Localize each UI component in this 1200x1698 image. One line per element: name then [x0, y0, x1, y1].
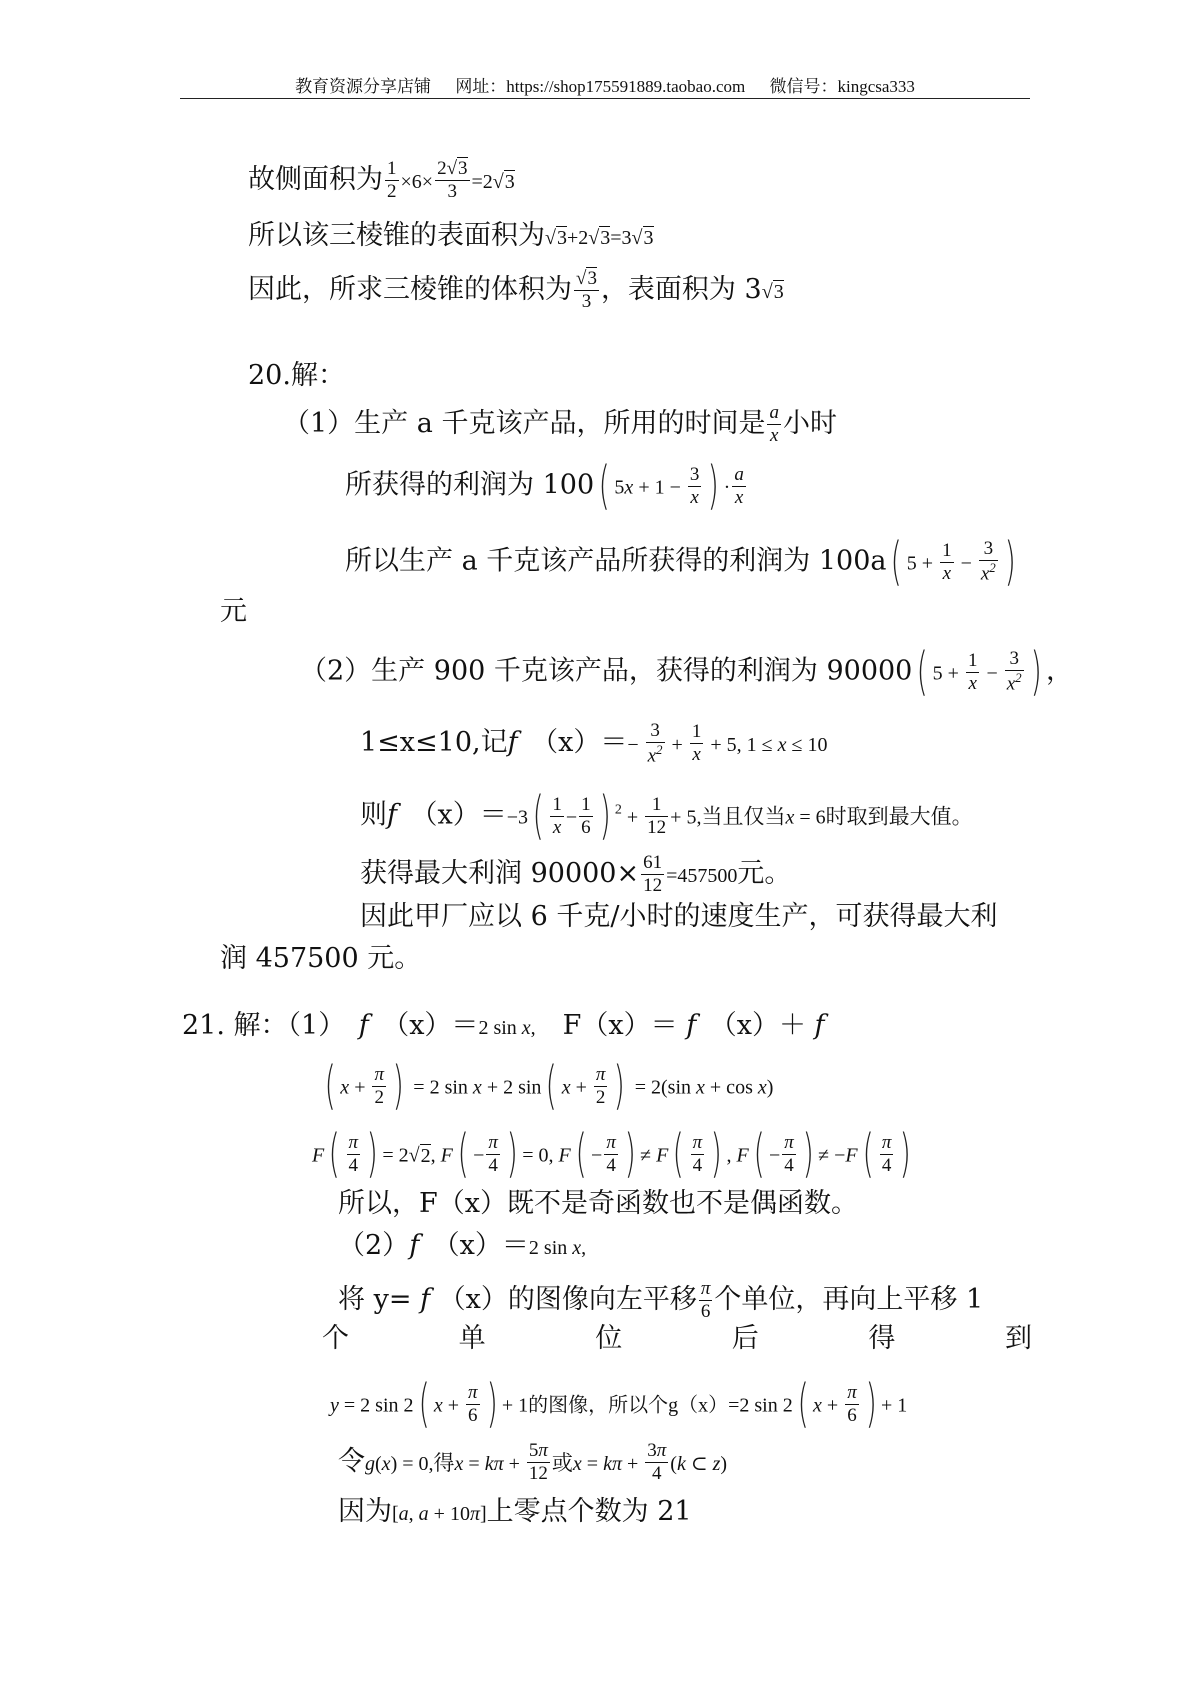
q21-F-expansion: ( x + $\frac{\pi}{2}$ ) = 2 sin x + 2 sin( x + $\frac{\pi}{2}$ ) = 2(sin x + cos x)	[324, 1056, 774, 1116]
q21-shift: 将 y= f （x）的图像向左平移 $\frac{\pi}{6}$ 个单位，再向上平移 1	[338, 1278, 984, 1322]
q20-conclusion-1: 因此甲厂应以 6 千克/小时的速度生产，可获得最大利	[360, 901, 998, 932]
q21-parity-conclusion: 所以，F（x）既不是奇函数也不是偶函数。	[338, 1188, 858, 1219]
q21-zero-count: 因为[a, a + 10π]上零点个数为 21	[338, 1496, 692, 1527]
q20-function-def: 1≤x≤10,记f （x）＝− $\frac{3}{x^2}$ + $\frac{1}{x}$ + 5, 1 ≤ x ≤ 10	[360, 720, 828, 767]
q21-F-values: F( $\frac{\pi}{4}$ ) = 2√2, F( − $\frac{\pi}{4}$ ) = 0, F( − $\frac{\pi}{4}$ ) ≠ F( $\frac{\pi}{4}$ ) , F( − $\frac{\pi}{4}$ ) ≠ −F( $\frac{\pi}{4}$ )	[312, 1124, 912, 1184]
q21-shift-continued: 个 单 位 后 得 到	[322, 1323, 1032, 1354]
q20-part1-time: （1）生产 a 千克该产品，所用的时间是 $\frac{a}{x}$ 小时	[283, 402, 837, 446]
q20-profit-expr: 所获得的利润为 100( 5x + 1 − $\frac{3}{x}$ ) · $\frac{a}{x}$	[345, 456, 744, 516]
header-rule	[180, 98, 1030, 99]
q20-max-profit: 获得最大利润 90000× $\frac{61}{12}$ =457500元。	[360, 852, 792, 896]
q20-conclusion-2: 润 457500 元。	[220, 943, 422, 974]
header-shop: 教育资源分享店铺	[295, 77, 432, 96]
line-side-area: 故侧面积为 $\frac{1}{2}$ ×6× $\frac{2√3}{3}$ =2√3	[248, 158, 515, 202]
q21-zeros: 令g(x) = 0,得x = kπ + $\frac{5\pi}{12}$ 或x = kπ + $\frac{3\pi}{4}$ (k ⊂ z)	[338, 1440, 728, 1484]
q20-profit-total: 所以生产 a 千克该产品所获得的利润为 100a( 5 + $\frac{1}{x}$ − $\frac{3}{x^2}$ )	[345, 532, 1016, 592]
header-wechat: 微信号：kingcsa333	[769, 77, 915, 96]
line-conclusion: 因此，所求三棱锥的体积为 $\frac{√3}{3}$ ，表面积为 3√3	[248, 268, 784, 312]
header-url: 网址：https://shop175591889.taobao.com	[455, 77, 746, 96]
q20-part2: （2）生产 900 千克该产品，获得的利润为 90000( 5 + $\frac{1}{x}$ − $\frac{3}{x^2}$ ) ，	[300, 642, 1073, 702]
line-surface-area: 所以该三棱锥的表面积为√3+2√3=3√3	[248, 220, 654, 251]
q20-heading: 20.解：	[248, 360, 345, 391]
q21-heading: 21. 解：（1） f （x）＝2 sin x, F（x）＝ f （x）＋ f	[182, 1010, 825, 1041]
q21-g-def: y = 2 sin 2( x + $\frac{\pi}{6}$ ) + 1的图像，所以个g（x）=2 sin 2( x + $\frac{\pi}{6}$ ) + 1	[330, 1374, 908, 1434]
q21-part2: （2）f （x）＝2 sin x,	[338, 1230, 587, 1261]
q20-yuan: 元	[220, 596, 247, 627]
q20-max-value: 则f （x）＝−3( $\frac{1}{x}$ − $\frac{1}{6}$ ) $^2$ + $\frac{1}{12}$ + 5,当且仅当x = 6时取到最大值。	[360, 786, 973, 846]
page-header	[180, 72, 1030, 97]
